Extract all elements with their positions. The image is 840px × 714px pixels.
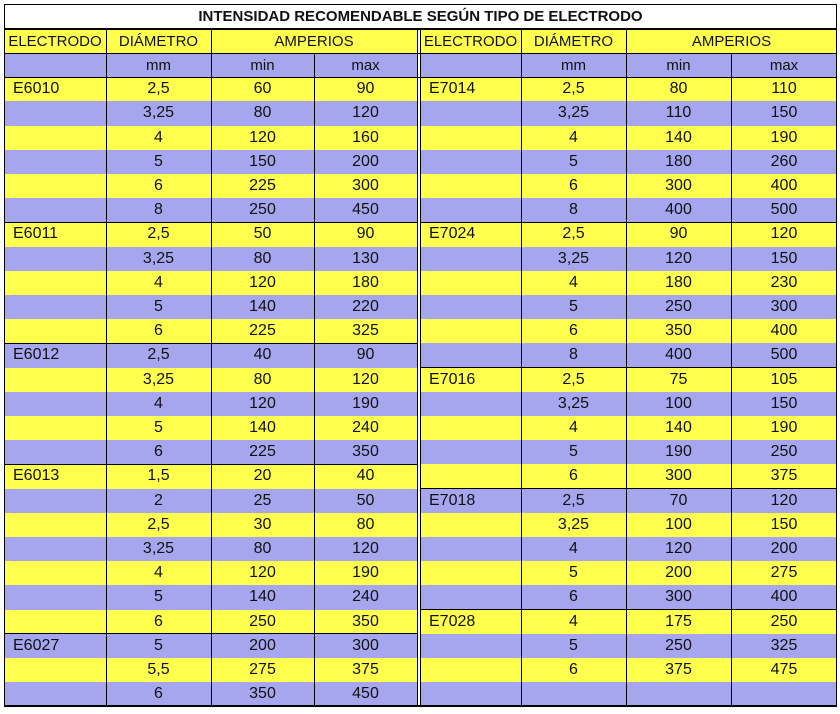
table-title: INTENSIDAD RECOMENDABLE SEGÚN TIPO DE ELECTRODO: [4, 4, 837, 29]
right-diameter-cell: 3,25: [521, 101, 626, 125]
right-amps-min-cell: 190: [626, 440, 731, 464]
left-electrode-cell: E6027: [4, 634, 106, 658]
right-group-separator: [420, 222, 837, 223]
left-amps-min-cell: 275: [211, 658, 314, 682]
right-electrode-cell: [420, 198, 521, 222]
left-electrode-cell: [4, 319, 106, 343]
right-amps-max-cell: 105: [731, 368, 837, 392]
left-header-amps: AMPERIOS: [211, 29, 417, 53]
right-amps-max-cell: 500: [731, 198, 837, 222]
right-electrode-cell: [420, 295, 521, 319]
left-diameter-cell: 3,25: [106, 247, 211, 271]
left-diameter-cell: 5: [106, 150, 211, 174]
right-amps-max-cell: 300: [731, 295, 837, 319]
right-header-amps: AMPERIOS: [626, 29, 837, 53]
right-amps-min-cell: 180: [626, 150, 731, 174]
left-diameter-cell: 8: [106, 198, 211, 222]
left-electrode-cell: [4, 610, 106, 634]
left-diameter-cell: 6: [106, 610, 211, 634]
right-electrode-cell: [420, 271, 521, 295]
right-amps-min-cell: 90: [626, 222, 731, 246]
right-empty-cell: [420, 682, 521, 706]
right-amps-max-cell: 150: [731, 247, 837, 271]
right-amps-max-cell: 400: [731, 585, 837, 609]
left-diameter-cell: 2,5: [106, 343, 211, 367]
right-empty-cell: [521, 682, 626, 706]
left-amps-min-cell: 225: [211, 440, 314, 464]
left-amps-min-cell: 80: [211, 101, 314, 125]
right-diameter-cell: 3,25: [521, 247, 626, 271]
column-rule: [836, 29, 837, 706]
right-electrode-cell: E7016: [420, 368, 521, 392]
left-diameter-cell: 2,5: [106, 222, 211, 246]
left-amps-max-cell: 325: [314, 319, 417, 343]
left-diameter-cell: 3,25: [106, 368, 211, 392]
right-amps-max-cell: 120: [731, 489, 837, 513]
right-subheader-max: max: [731, 53, 837, 77]
right-amps-max-cell: 250: [731, 440, 837, 464]
right-electrode-cell: [420, 174, 521, 198]
left-amps-max-cell: 190: [314, 561, 417, 585]
right-amps-max-cell: 400: [731, 319, 837, 343]
left-amps-min-cell: 120: [211, 271, 314, 295]
right-amps-min-cell: 70: [626, 489, 731, 513]
right-diameter-cell: 5: [521, 440, 626, 464]
left-amps-max-cell: 90: [314, 343, 417, 367]
right-diameter-cell: 4: [521, 610, 626, 634]
right-diameter-cell: 5: [521, 295, 626, 319]
right-electrode-cell: [420, 247, 521, 271]
right-electrode-cell: E7024: [420, 222, 521, 246]
left-electrode-cell: [4, 126, 106, 150]
right-electrode-cell: [420, 561, 521, 585]
left-amps-min-cell: 140: [211, 295, 314, 319]
right-amps-min-cell: 400: [626, 343, 731, 367]
right-amps-max-cell: 150: [731, 513, 837, 537]
right-amps-max-cell: 250: [731, 610, 837, 634]
left-amps-min-cell: 80: [211, 368, 314, 392]
right-amps-min-cell: 300: [626, 464, 731, 488]
left-amps-max-cell: 90: [314, 222, 417, 246]
column-rule: [314, 53, 315, 706]
right-amps-max-cell: 375: [731, 464, 837, 488]
left-amps-max-cell: 350: [314, 610, 417, 634]
right-diameter-cell: 5: [521, 150, 626, 174]
right-electrode-cell: [420, 150, 521, 174]
right-electrode-cell: [420, 440, 521, 464]
right-diameter-cell: 6: [521, 464, 626, 488]
right-group-separator: [420, 609, 837, 610]
right-amps-min-cell: 100: [626, 392, 731, 416]
left-amps-max-cell: 120: [314, 368, 417, 392]
left-amps-max-cell: 375: [314, 658, 417, 682]
right-electrode-cell: [420, 343, 521, 367]
column-rule: [417, 29, 418, 706]
left-amps-max-cell: 300: [314, 634, 417, 658]
header-rule: [4, 29, 837, 30]
left-electrode-cell: [4, 101, 106, 125]
right-amps-min-cell: 140: [626, 416, 731, 440]
right-diameter-cell: 2,5: [521, 368, 626, 392]
left-electrode-cell: [4, 295, 106, 319]
right-group-separator: [420, 488, 837, 489]
left-electrode-cell: [4, 416, 106, 440]
right-electrode-cell: [420, 513, 521, 537]
right-electrode-cell: [420, 658, 521, 682]
right-electrode-cell: [420, 392, 521, 416]
right-diameter-cell: 4: [521, 126, 626, 150]
left-subheader-blank: [4, 53, 106, 77]
left-amps-max-cell: 190: [314, 392, 417, 416]
left-amps-min-cell: 80: [211, 537, 314, 561]
right-diameter-cell: 6: [521, 658, 626, 682]
bottom-rule: [4, 705, 837, 706]
right-subheader-min: min: [626, 53, 731, 77]
left-amps-min-cell: 225: [211, 319, 314, 343]
left-amps-min-cell: 20: [211, 464, 314, 488]
left-diameter-cell: 2: [106, 489, 211, 513]
left-diameter-cell: 6: [106, 440, 211, 464]
right-amps-max-cell: 260: [731, 150, 837, 174]
left-amps-max-cell: 120: [314, 101, 417, 125]
right-amps-max-cell: 200: [731, 537, 837, 561]
left-electrode-cell: [4, 513, 106, 537]
left-amps-min-cell: 350: [211, 682, 314, 706]
right-electrode-cell: [420, 416, 521, 440]
right-electrode-cell: [420, 101, 521, 125]
left-amps-min-cell: 25: [211, 489, 314, 513]
right-amps-min-cell: 80: [626, 77, 731, 101]
right-electrode-cell: [420, 464, 521, 488]
left-diameter-cell: 6: [106, 682, 211, 706]
left-electrode-cell: [4, 247, 106, 271]
left-electrode-cell: [4, 682, 106, 706]
right-amps-max-cell: 150: [731, 101, 837, 125]
left-amps-min-cell: 140: [211, 585, 314, 609]
right-diameter-cell: 5: [521, 634, 626, 658]
right-electrode-cell: E7014: [420, 77, 521, 101]
right-diameter-cell: 4: [521, 537, 626, 561]
right-amps-max-cell: 120: [731, 222, 837, 246]
left-amps-max-cell: 90: [314, 77, 417, 101]
left-electrode-cell: [4, 198, 106, 222]
right-amps-min-cell: 375: [626, 658, 731, 682]
left-electrode-cell: [4, 658, 106, 682]
right-amps-min-cell: 300: [626, 174, 731, 198]
right-electrode-cell: [420, 319, 521, 343]
left-amps-max-cell: 300: [314, 174, 417, 198]
right-amps-min-cell: 175: [626, 610, 731, 634]
right-diameter-cell: 4: [521, 416, 626, 440]
left-amps-min-cell: 60: [211, 77, 314, 101]
right-amps-max-cell: 475: [731, 658, 837, 682]
electrode-current-table: [4, 4, 837, 709]
right-amps-min-cell: 250: [626, 634, 731, 658]
left-amps-min-cell: 80: [211, 247, 314, 271]
left-amps-max-cell: 130: [314, 247, 417, 271]
left-electrode-cell: [4, 174, 106, 198]
left-amps-max-cell: 450: [314, 682, 417, 706]
right-amps-min-cell: 400: [626, 198, 731, 222]
right-amps-max-cell: 275: [731, 561, 837, 585]
column-rule: [4, 29, 5, 706]
right-subheader-blank: [420, 53, 521, 77]
right-diameter-cell: 3,25: [521, 392, 626, 416]
left-electrode-cell: [4, 561, 106, 585]
right-diameter-cell: 2,5: [521, 77, 626, 101]
right-amps-min-cell: 110: [626, 101, 731, 125]
right-amps-min-cell: 180: [626, 271, 731, 295]
right-header-diameter: DIÁMETRO: [521, 29, 626, 53]
left-amps-max-cell: 160: [314, 126, 417, 150]
left-electrode-cell: [4, 537, 106, 561]
left-diameter-cell: 6: [106, 174, 211, 198]
left-subheader-max: max: [314, 53, 417, 77]
left-amps-min-cell: 140: [211, 416, 314, 440]
right-amps-max-cell: 150: [731, 392, 837, 416]
left-amps-min-cell: 120: [211, 561, 314, 585]
right-amps-min-cell: 75: [626, 368, 731, 392]
left-amps-min-cell: 250: [211, 198, 314, 222]
right-electrode-cell: [420, 126, 521, 150]
left-amps-min-cell: 30: [211, 513, 314, 537]
right-amps-max-cell: 500: [731, 343, 837, 367]
left-amps-max-cell: 240: [314, 585, 417, 609]
right-electrode-cell: [420, 634, 521, 658]
left-electrode-cell: E6010: [4, 77, 106, 101]
left-amps-max-cell: 40: [314, 464, 417, 488]
column-rule: [420, 29, 421, 706]
left-subheader-min: min: [211, 53, 314, 77]
left-electrode-cell: [4, 585, 106, 609]
left-amps-min-cell: 120: [211, 392, 314, 416]
left-amps-min-cell: 225: [211, 174, 314, 198]
left-header-electrode: ELECTRODO: [4, 29, 106, 53]
column-rule: [731, 53, 732, 706]
right-amps-max-cell: 110: [731, 77, 837, 101]
right-amps-max-cell: 190: [731, 126, 837, 150]
right-amps-min-cell: 120: [626, 247, 731, 271]
left-diameter-cell: 4: [106, 392, 211, 416]
left-amps-min-cell: 50: [211, 222, 314, 246]
left-diameter-cell: 4: [106, 271, 211, 295]
right-amps-max-cell: 190: [731, 416, 837, 440]
right-amps-max-cell: 400: [731, 174, 837, 198]
left-electrode-cell: E6012: [4, 343, 106, 367]
left-electrode-cell: [4, 489, 106, 513]
column-rule: [626, 29, 627, 706]
right-diameter-cell: 8: [521, 343, 626, 367]
left-amps-min-cell: 40: [211, 343, 314, 367]
left-diameter-cell: 4: [106, 126, 211, 150]
left-diameter-cell: 5,5: [106, 658, 211, 682]
left-diameter-cell: 1,5: [106, 464, 211, 488]
right-diameter-cell: 6: [521, 585, 626, 609]
left-diameter-cell: 5: [106, 416, 211, 440]
column-rule: [521, 29, 522, 706]
left-diameter-cell: 5: [106, 585, 211, 609]
left-electrode-cell: [4, 440, 106, 464]
right-diameter-cell: 4: [521, 271, 626, 295]
left-electrode-cell: [4, 392, 106, 416]
right-amps-min-cell: 250: [626, 295, 731, 319]
header-rule: [4, 77, 837, 78]
left-amps-max-cell: 220: [314, 295, 417, 319]
right-diameter-cell: 3,25: [521, 513, 626, 537]
right-header-electrode: ELECTRODO: [420, 29, 521, 53]
right-amps-min-cell: 100: [626, 513, 731, 537]
left-subheader-unit: mm: [106, 53, 211, 77]
left-amps-min-cell: 250: [211, 610, 314, 634]
left-diameter-cell: 3,25: [106, 537, 211, 561]
left-diameter-cell: 4: [106, 561, 211, 585]
left-amps-max-cell: 240: [314, 416, 417, 440]
right-amps-max-cell: 325: [731, 634, 837, 658]
right-group-separator: [420, 367, 837, 368]
left-amps-min-cell: 120: [211, 126, 314, 150]
right-diameter-cell: 5: [521, 561, 626, 585]
left-diameter-cell: 2,5: [106, 513, 211, 537]
right-empty-cell: [731, 682, 837, 706]
right-diameter-cell: 6: [521, 174, 626, 198]
left-amps-min-cell: 150: [211, 150, 314, 174]
right-amps-min-cell: 120: [626, 537, 731, 561]
column-rule: [106, 29, 107, 706]
left-amps-max-cell: 200: [314, 150, 417, 174]
right-diameter-cell: 2,5: [521, 222, 626, 246]
left-electrode-cell: [4, 368, 106, 392]
left-electrode-cell: E6011: [4, 222, 106, 246]
left-diameter-cell: 3,25: [106, 101, 211, 125]
right-diameter-cell: 2,5: [521, 489, 626, 513]
header-rule: [4, 53, 837, 54]
right-diameter-cell: 6: [521, 319, 626, 343]
left-electrode-cell: [4, 150, 106, 174]
left-amps-max-cell: 180: [314, 271, 417, 295]
column-rule: [211, 29, 212, 706]
left-amps-min-cell: 200: [211, 634, 314, 658]
left-amps-max-cell: 350: [314, 440, 417, 464]
left-electrode-cell: [4, 271, 106, 295]
right-amps-min-cell: 300: [626, 585, 731, 609]
left-amps-max-cell: 450: [314, 198, 417, 222]
left-diameter-cell: 2,5: [106, 77, 211, 101]
left-amps-max-cell: 50: [314, 489, 417, 513]
right-amps-min-cell: 200: [626, 561, 731, 585]
right-empty-cell: [626, 682, 731, 706]
left-header-diameter: DIÁMETRO: [106, 29, 211, 53]
left-diameter-cell: 5: [106, 634, 211, 658]
left-diameter-cell: 5: [106, 295, 211, 319]
left-amps-max-cell: 80: [314, 513, 417, 537]
right-amps-min-cell: 350: [626, 319, 731, 343]
right-electrode-cell: E7018: [420, 489, 521, 513]
right-subheader-unit: mm: [521, 53, 626, 77]
right-electrode-cell: [420, 537, 521, 561]
right-amps-min-cell: 140: [626, 126, 731, 150]
right-amps-max-cell: 230: [731, 271, 837, 295]
left-amps-max-cell: 120: [314, 537, 417, 561]
left-electrode-cell: E6013: [4, 464, 106, 488]
left-diameter-cell: 6: [106, 319, 211, 343]
right-electrode-cell: [420, 585, 521, 609]
right-diameter-cell: 8: [521, 198, 626, 222]
right-electrode-cell: E7028: [420, 610, 521, 634]
